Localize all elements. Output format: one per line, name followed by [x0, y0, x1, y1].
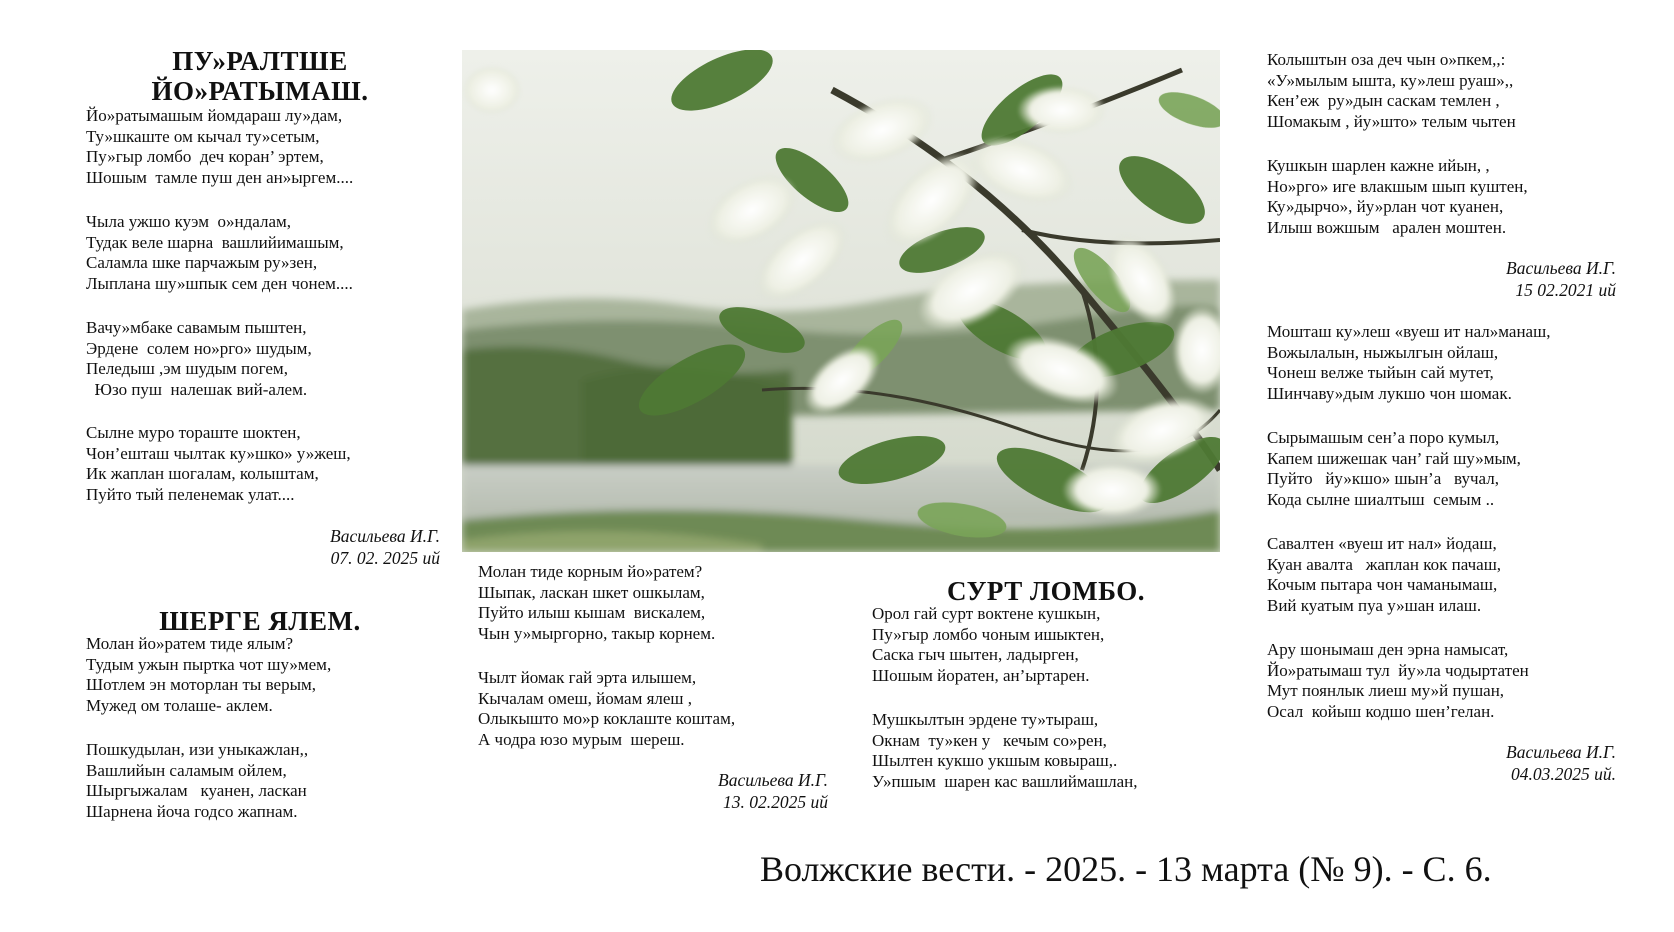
- poem3-continuation-stanza-1: Колыштын оза деч чын о»пкем,,: «У»мылым ышта, ку»леш руаш»,, Кен’еж ру»дын саскам темлен , Шомакым , йу»што» телым чытен: [1267, 50, 1516, 131]
- poem4-stanza-1: Мошташ ку»леш «вуеш ит нал»манаш, Вожылалын, ныжылгын ойлаш, Чонеш велже тыйын сай мутет, Шинчаву»дым лукшо чон шомак.: [1267, 322, 1551, 403]
- poem1-stanza-3: Вачу»мбаке савамым пыштен, Эрдене солем но»рго» шудым, Пеледыш ,эм шудым погем, Юзо пуш налешак вий-алем.: [86, 318, 312, 399]
- poem3-continuation-stanza-2: Кушкын шарлен кажне ийын, , Но»рго» иге влакшым шып куштен, Ку»дырчо», йу»рлан чот куанен, Илыш вожшым арален моштен.: [1267, 156, 1528, 237]
- poem3-stanza-2: Мушкылтын эрдене ту»тыраш, Окнам ту»кен у кечым со»рен, Шылтен кукшо укшым ковыраш,. У»пшым шарен кас вашлиймашлан,: [872, 710, 1138, 791]
- poem2-continuation-stanza-2: Чылт йомак гай эрта илышем, Кычалам омеш, йомам ялеш , Олыкышто мо»р коклаште коштам, А чодра юзо мурым шереш.: [478, 668, 736, 749]
- poem2-stanza-2: Пошкудылан, изи уныкажлан,, Вашлийын саламым ойлем, Шыргыжалам куанен, ласкан Шарнена йоча годсо жапнам.: [86, 740, 309, 821]
- poem3-stanza-1: Орол гай сурт воктене кушкын, Пу»гыр ломбо чоным ишыктен, Саска гыч шытен, ладырген, Шошым йоратен, ан’ыртарен.: [872, 604, 1105, 685]
- poem4-stanza-2: Сырымашым сен’а поро кумыл, Капем шижешак чан’ гай шу»мым, Пуйто йу»кшо» шын’а вучал, Кода сылне шиалтыш семым ..: [1267, 428, 1521, 509]
- poem1-stanza-2: Чыла ужшо куэм о»ндалам, Тудак веле шарна вашлийимашым, Саламла шке парчажым ру»зен, Лыплана шу»шпык сем ден чонем....: [86, 212, 353, 293]
- landscape-photo-icon: [462, 50, 1220, 552]
- poem4-signature-author: Васильева И.Г.: [1506, 742, 1616, 762]
- poem3-title: СУРТ ЛОМБО.: [946, 576, 1146, 606]
- poem2-signature-author: Васильева И.Г.: [718, 770, 828, 790]
- poem1-signature-date: 07. 02. 2025 ий: [330, 548, 440, 568]
- poem3-signature-author: Васильева И.Г.: [1506, 258, 1616, 278]
- poem2-stanza-1: Молан йо»ратем тиде ялым? Тудым ужын пыртка чот шу»мем, Шотлем эн моторлан ты верым, Мужед ом толаше- аклем.: [86, 634, 332, 715]
- poem1-stanza-4: Сылне муро тораште шоктен, Чон’ешташ чылтак ку»шко» у»жеш, Ик жаплан шогалам, колыштам, Пуйто тый пеленемак улат....: [86, 423, 351, 504]
- poem2-title: ШЕРГЕ ЯЛЕМ.: [159, 606, 361, 636]
- poem1-title: ПУ»РАЛТШЕ ЙО»РАТЫМАШ.: [151, 46, 369, 106]
- poem2-signature-date: 13. 02.2025 ий: [723, 792, 828, 812]
- poem3-signature-date: 15 02.2021 ий: [1515, 280, 1616, 300]
- bird-cherry-blossom-image: [462, 50, 1220, 552]
- poem4-stanza-4: Ару шонымаш ден эрна намысат, Йо»ратымаш тул йу»ла чодыртатен Мут поянлык лиеш му»й пушан, Осал койыш кодшо шен’гелан.: [1267, 640, 1529, 721]
- source-citation: Волжские вести. - 2025. - 13 марта (№ 9). - С. 6.: [760, 849, 1492, 889]
- poem2-continuation-stanza-1: Молан тиде корным йо»ратем? Шыпак, ласкан шкет ошкылам, Пуйто илыш кышам вискалем, Чын у»мыргорно, такыр корнем.: [478, 562, 716, 643]
- poem4-stanza-3: Савалтен «вуеш ит нал» йодаш, Куан авалта жаплан кок пачаш, Кочым пытара чон чаманымаш, Вий куатым пуа у»шан илаш.: [1267, 534, 1502, 615]
- poem4-signature-date: 04.03.2025 ий.: [1511, 764, 1616, 784]
- poem1-signature-author: Васильева И.Г.: [330, 526, 440, 546]
- poem1-stanza-1: Йо»ратымашым йомдараш лу»дам, Ту»шкаште ом кычал ту»сетым, Пу»гыр ломбо деч коран’ эртем, Шошым тамле пуш ден ан»ыргем....: [86, 106, 354, 187]
